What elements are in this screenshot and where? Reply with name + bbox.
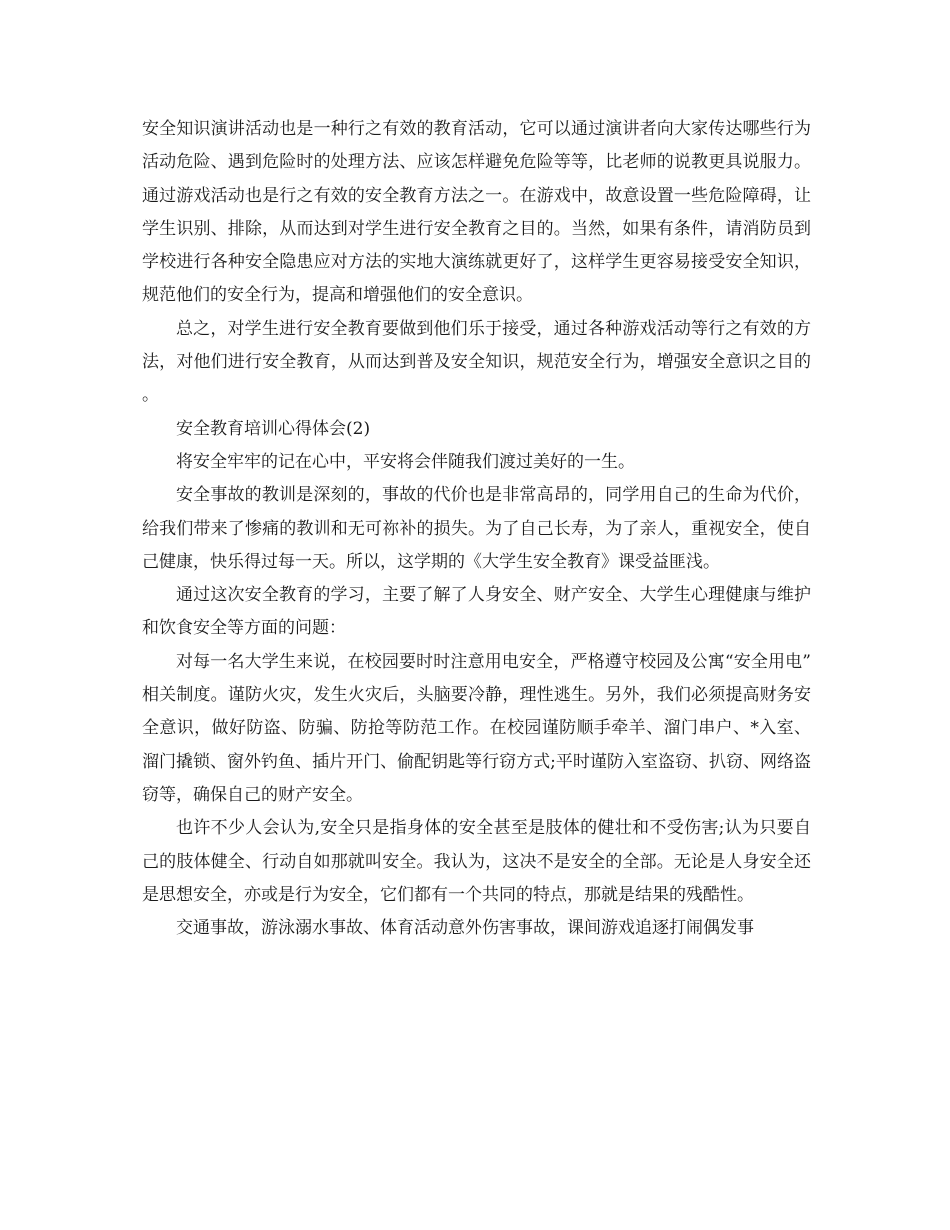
paragraph-course-topics: 通过这次安全教育的学习，主要了解了人身安全、财产安全、大学生心理健康与维护和饮食安全等方面的问题： [142, 585, 811, 639]
paragraph-meaning-of-safety: 也许不少人会认为,安全只是指身体的安全甚至是肢体的健壮和不受伤害;认为只要自己的肢体健全、行动自如那就叫安全。我认为，这决不是安全的全部。无论是人身安全还是思想安全，亦或是行为安全，它们都有一个共同的特点，那就是结果的残酷性。 [142, 818, 811, 905]
paragraph-conclusion: 总之，对学生进行安全教育要做到他们乐于接受，通过各种游戏活动等行之有效的方法，对他们进行安全教育，从而达到普及安全知识，规范安全行为，增强安全意识之目的。 [142, 318, 811, 406]
document-page [142, 113, 811, 945]
paragraph-accident-lessons: 安全事故的教训是深刻的，事故的代价也是非常高昂的，同学用自己的生命为代价，给我们带来了惨痛的教训和无可祢补的损失。为了自己长寿，为了亲人，重视安全，使自己健康，快乐得过每一天。所以，这学期的《大学生安全教育》课受益匪浅。 [142, 485, 811, 572]
paragraph-campus-safety: 对每一名大学生来说，在校园要时时注意用电安全，严格遵守校园及公寓“安全用电”相关制度。谨防火灾，发生火灾后，头脑要冷静，理性逃生。另外，我们必须提高财务安全意识，做好防盗、防骗、防抢等防范工作。在校园谨防顺手牵羊、溜门串户、*入室、溜门撬锁、窗外钓鱼、插片开门、偷配钥匙等行窃方式;平时谨防入室盗窃、扒窃、网络盗窃等，确保自己的财产安全。 [142, 651, 811, 805]
paragraph-accident-types: 交通事故，游泳溺水事故、体育活动意外伤害事故，课间游戏追逐打闹偶发事 [176, 918, 754, 939]
paragraph-keep-safety-in-mind: 将安全牢牢的记在心中，平安将会伴随我们渡过美好的一生。 [176, 451, 635, 472]
section-heading: 安全教育培训心得体会(2) [176, 418, 371, 439]
paragraph-speech-activities: 安全知识演讲活动也是一种行之有效的教育活动，它可以通过演讲者向大家传达哪些行为活动危险、遇到危险时的处理方法、应该怎样避免危险等等，比老师的说教更具说服力。通过游戏活动也是行之有效的安全教育方法之一。在游戏中，故意设置一些危险障碍，让学生识别、排除，从而达到对学生进行安全教育之目的。当然，如果有条件，请消防员到学校进行各种安全隐患应对方法的实地大演练就更好了，这样学生更容易接受安全知识，规范他们的安全行为，提高和增强他们的安全意识。 [142, 119, 811, 306]
